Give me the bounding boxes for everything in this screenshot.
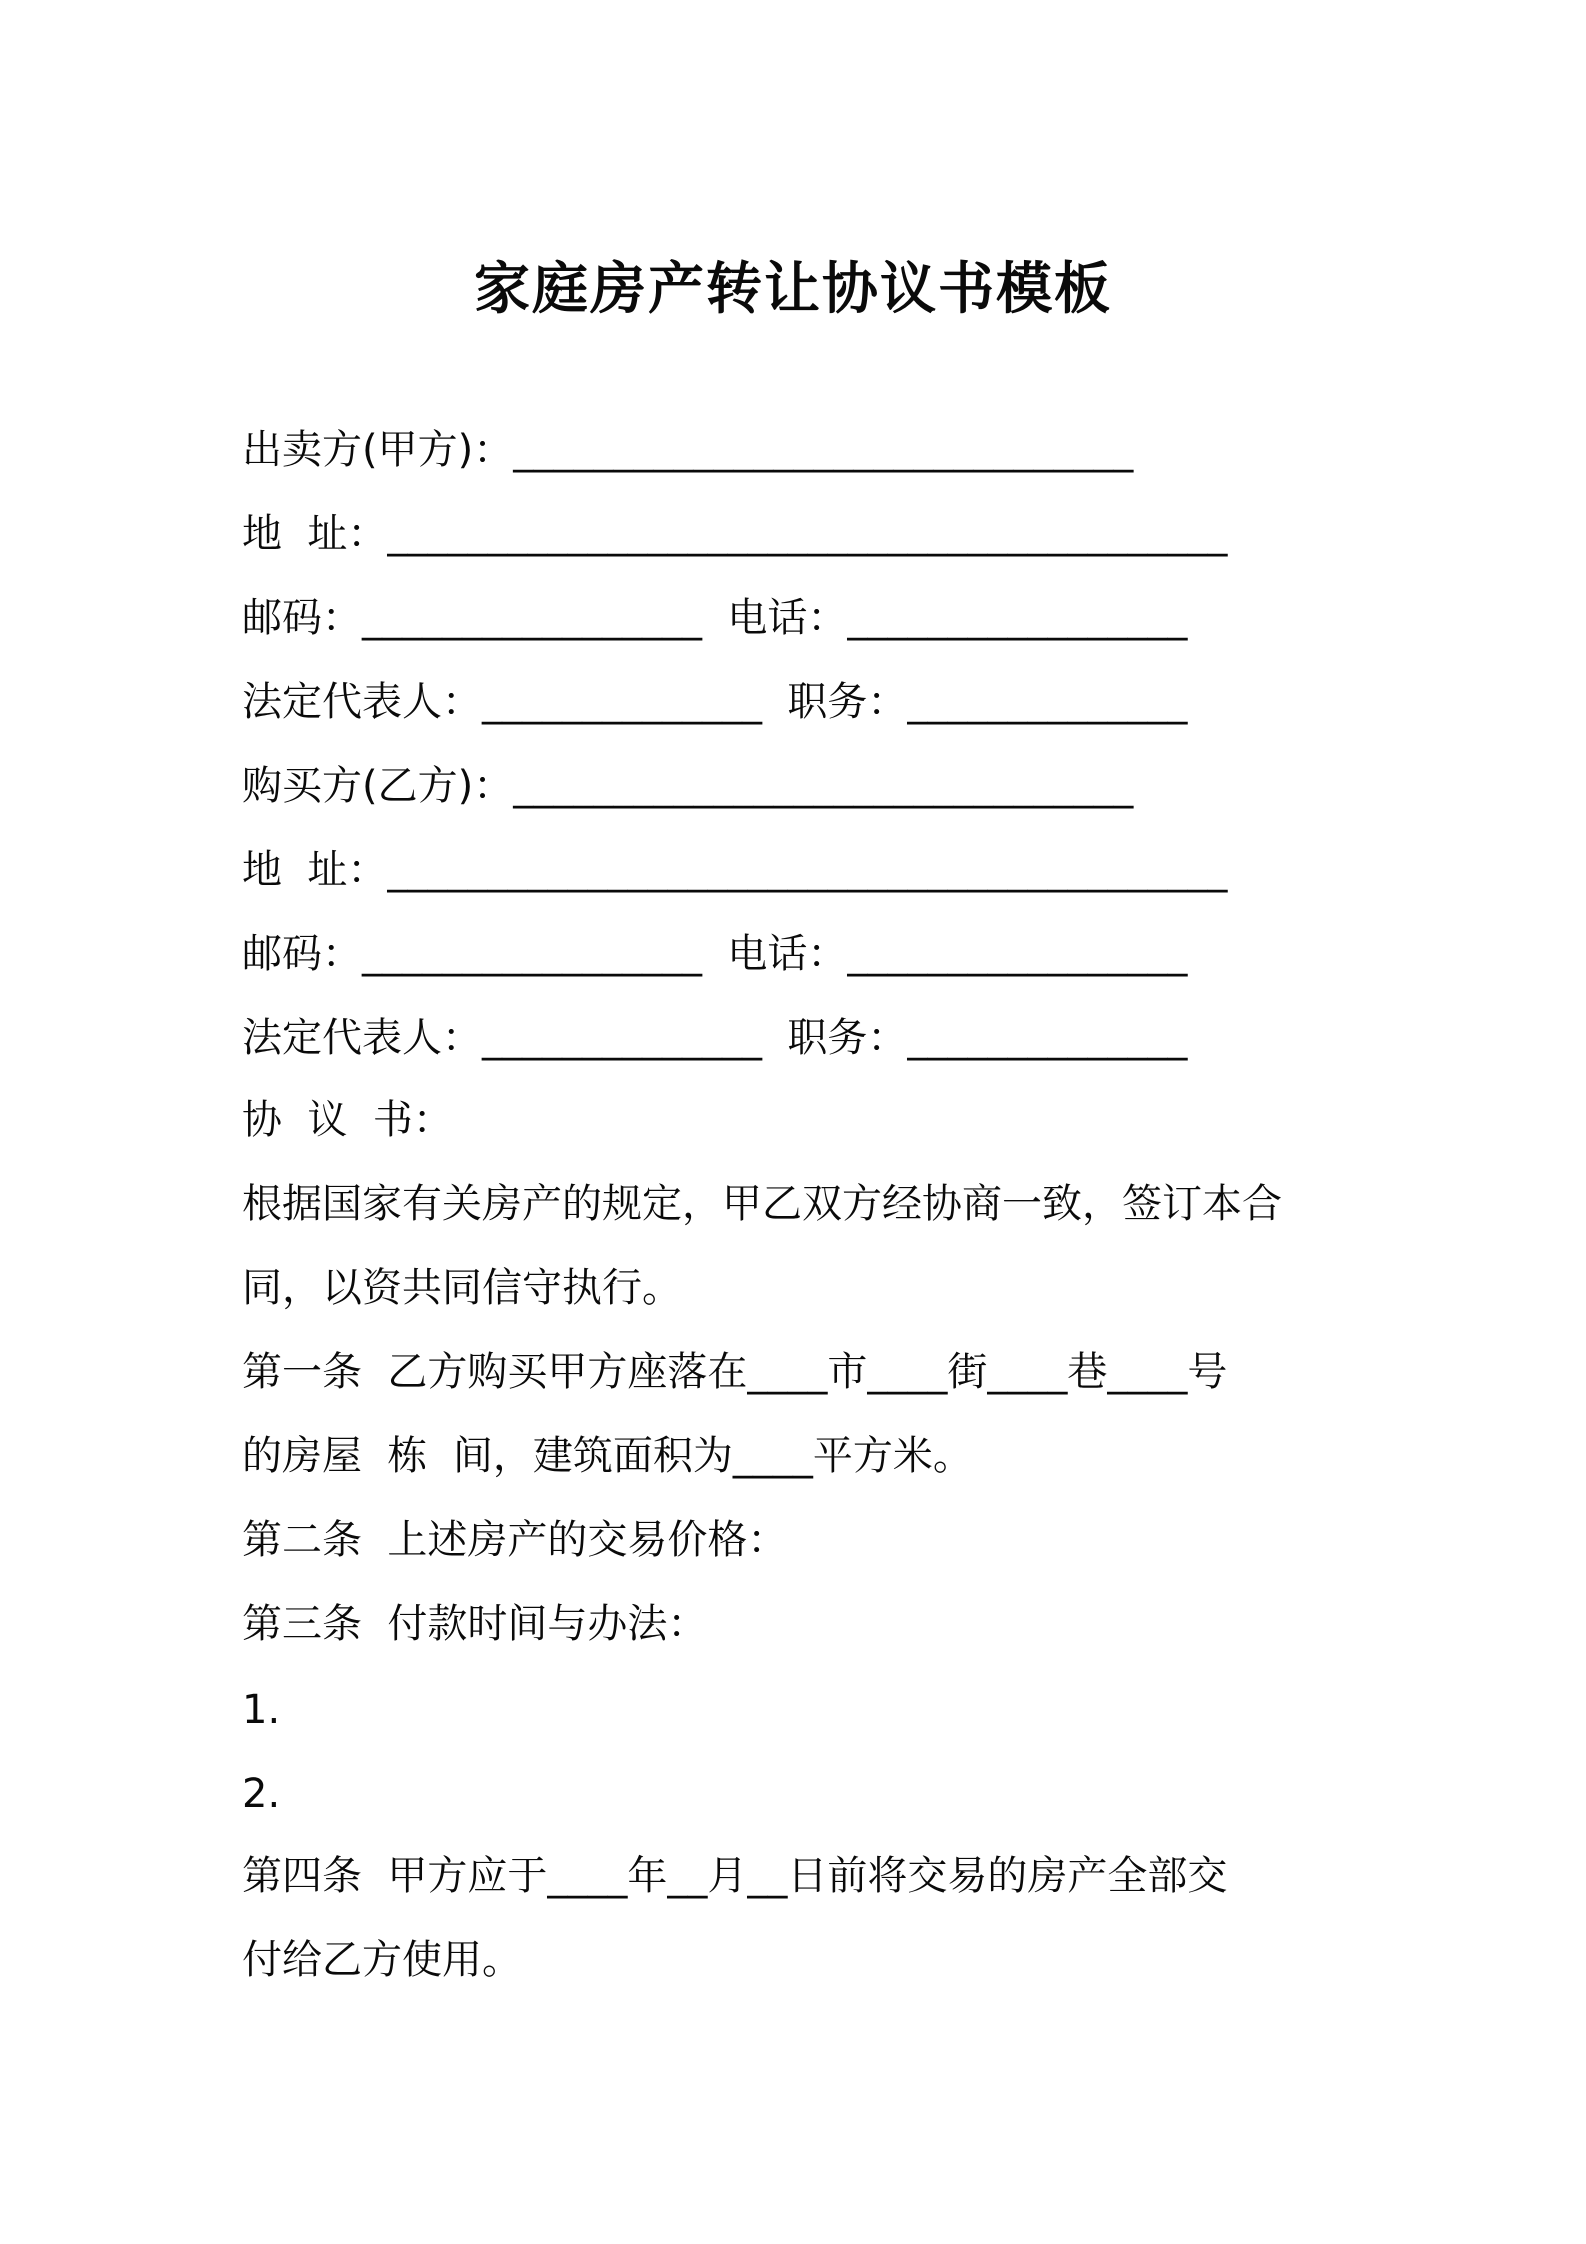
payment-item-2: 2. [242, 1771, 281, 1817]
document-title: 家庭房产转让协议书模板 [474, 257, 1112, 322]
article-1-line-1: 第一条 乙方购买甲方座落在____市____街____巷____号 [242, 1349, 1228, 1395]
buyer-representative-line: 法定代表人：______________ 职务：______________ [242, 1015, 1188, 1061]
article-1-line-2: 的房屋 栋 间，建筑面积为____平方米。 [242, 1433, 973, 1479]
seller-postcode-phone-line: 邮码：_________________ 电话：_________________ [242, 595, 1188, 641]
article-3-line: 第三条 付款时间与办法： [242, 1601, 708, 1647]
payment-item-1: 1. [242, 1687, 281, 1733]
seller-representative-line: 法定代表人：______________ 职务：______________ [242, 679, 1188, 725]
article-2-line: 第二条 上述房产的交易价格： [242, 1517, 788, 1563]
article-4-line-2: 付给乙方使用。 [242, 1937, 522, 1983]
buyer-address-line: 地 址：__________________________________________ [242, 847, 1228, 893]
seller-address-line: 地 址：__________________________________________ [242, 511, 1228, 557]
intro-paragraph-line-1: 根据国家有关房产的规定，甲乙双方经协商一致，签订本合 [242, 1181, 1282, 1227]
seller-name-line: 出卖方(甲方)：_______________________________ [242, 427, 1134, 473]
agreement-heading: 协 议 书： [242, 1097, 453, 1143]
buyer-name-line: 购买方(乙方)：_______________________________ [242, 763, 1134, 809]
article-4-line-1: 第四条 甲方应于____年__月__日前将交易的房产全部交 [242, 1853, 1228, 1899]
buyer-postcode-phone-line: 邮码：_________________ 电话：_________________ [242, 931, 1188, 977]
intro-paragraph-line-2: 同，以资共同信守执行。 [242, 1265, 682, 1311]
